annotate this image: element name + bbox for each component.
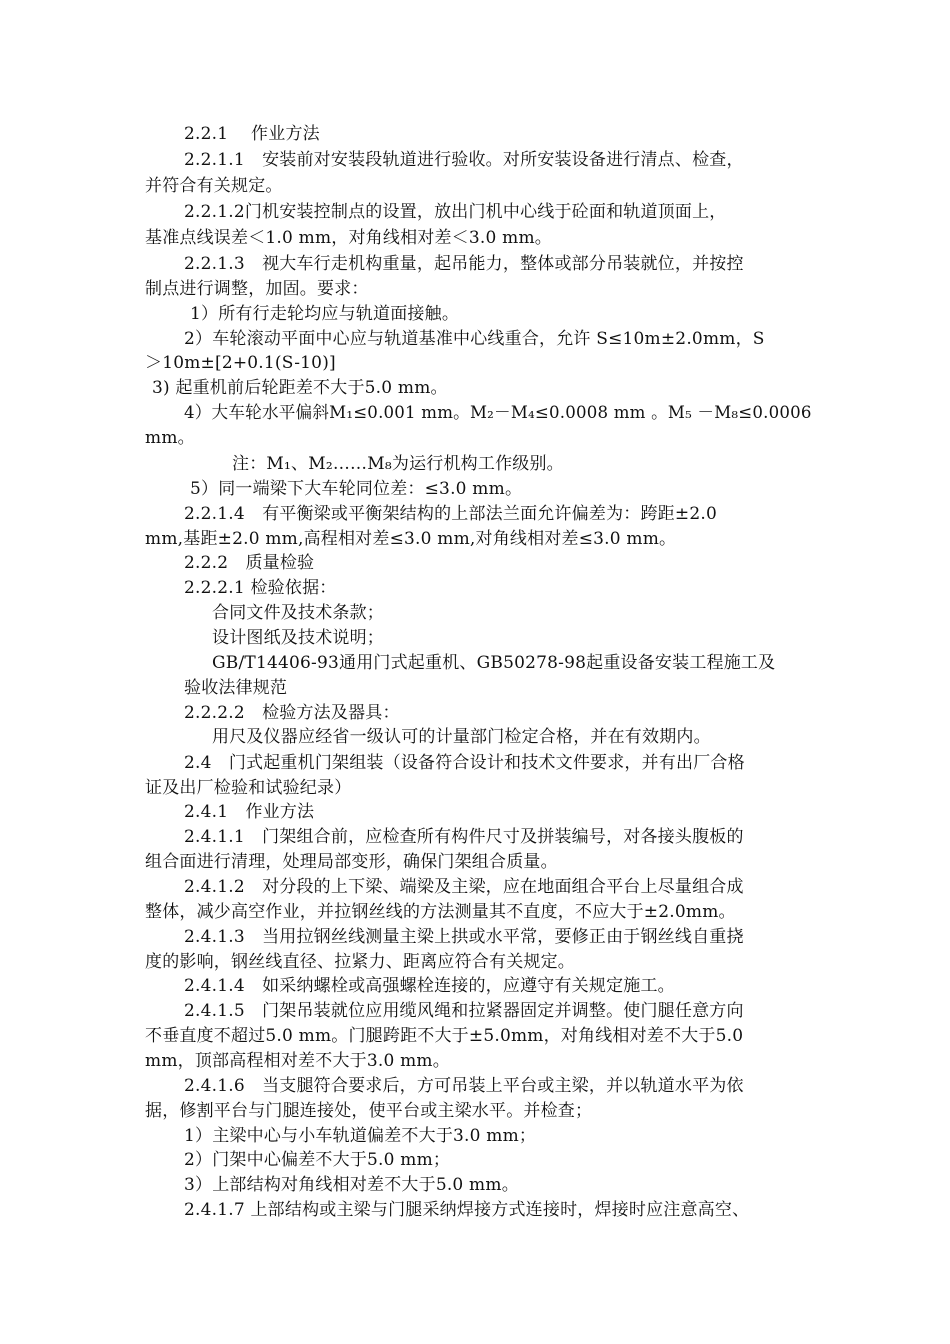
text-line: 注：M₁、M₂……M₈为运行机构工作级别。 [232,454,564,474]
text-line: 用尺及仪器应经省一级认可的计量部门检定合格，并在有效期内。 [212,727,711,747]
text-line: 制点进行调整，加固。要求： [145,279,369,299]
text-line: 并符合有关规定。 [145,176,283,196]
text-line: 2.2.1.1 安装前对安装段轨道进行验收。对所安装设备进行清点、检查， [184,150,744,170]
text-line: 2.4.1.1 门架组合前，应检查所有构件尺寸及拼装编号，对各接头腹板的 [184,827,744,847]
text-line: 2.2.1.2门机安装控制点的设置，放出门机中心线于砼面和轨道顶面上， [184,202,727,222]
text-line: 验收法律规范 [184,678,288,698]
text-line: 2.4.1.6 当支腿符合要求后，方可吊装上平台或主梁，并以轨道水平为依 [184,1076,744,1096]
text-line: 基准点线误差＜1.0 mm，对角线相对差＜3.0 mm。 [145,228,552,248]
text-line: 2.4.1.3 当用拉钢丝线测量主梁上拱或水平常，要修正由于钢丝线自重挠 [184,927,744,947]
text-line: 4）大车轮水平偏斜M₁≤0.001 mm。M₂－M₄≤0.0008 mm 。M₅ －M₈≤0.0006 [184,403,812,423]
text-line: mm,基距±2.0 mm,高程相对差≤3.0 mm,对角线相对差≤3.0 mm。 [145,529,677,549]
text-line: 2.2.1.4 有平衡梁或平衡架结构的上部法兰面允许偏差为：跨距±2.0 [184,504,717,524]
text-line: 2.4.1 作业方法 [184,802,315,822]
text-line: 度的影响，钢丝线直径、拉紧力、距离应符合有关规定。 [145,952,575,972]
text-line: 2.2.1 作业方法 [184,124,320,144]
text-line: 2.4.1.4 如采纳螺栓或高强螺栓连接的，应遵守有关规定施工。 [184,976,675,996]
text-line: 2）车轮滚动平面中心应与轨道基准中心线重合，允许 S≤10m±2.0mm，S [184,329,765,349]
text-line: 2.4.1.5 门架吊装就位应用缆风绳和拉紧器固定并调整。使门腿任意方向 [184,1001,744,1021]
text-line: ＞10m±[2+0.1(S-10)] [145,353,336,373]
text-line: 2.2.2.1 检验依据： [184,578,337,598]
text-line: 设计图纸及技术说明； [212,628,384,648]
text-line: mm，顶部高程相对差不大于3.0 mm。 [145,1051,450,1071]
text-line: 2）门架中心偏差不大于5.0 mm； [184,1150,451,1170]
text-line: 合同文件及技术条款； [212,603,384,623]
text-line: 整体，减少高空作业，并拉钢丝线的方法测量其不直度，不应大于±2.0mm。 [145,902,736,922]
text-line: 2.4 门式起重机门架组装（设备符合设计和技术文件要求，并有出厂合格 [184,753,745,773]
text-line: mm。 [145,428,195,448]
text-line: 组合面进行清理，处理局部变形，确保门架组合质量。 [145,852,558,872]
text-line: 据，修割平台与门腿连接处，使平台或主梁水平。并检查； [145,1101,593,1121]
text-line: 3）上部结构对角线相对差不大于5.0 mm。 [184,1175,519,1195]
text-line: 2.4.1.2 对分段的上下梁、端梁及主梁，应在地面组合平台上尽量组合成 [184,877,744,897]
text-line: 1）所有行走轮均应与轨道面接触。 [190,304,460,324]
text-line: 2.2.1.3 视大车行走机构重量，起吊能力，整体或部分吊装就位，并按控 [184,254,744,274]
text-line: 证及出厂检验和试验纪录） [145,778,352,798]
text-line: 1）主梁中心与小车轨道偏差不大于3.0 mm； [184,1126,537,1146]
text-line: GB/T14406-93通用门式起重机、GB50278-98起重设备安装工程施工及 [212,653,776,673]
text-line: 5）同一端梁下大车轮同位差：≤3.0 mm。 [190,479,523,499]
text-line: 2.2.2 质量检验 [184,553,315,573]
text-line: 2.4.1.7 上部结构或主梁与门腿采纳焊接方式连接时，焊接时应注意高空、 [184,1200,750,1220]
text-line: 不垂直度不超过5.0 mm。门腿跨距不大于±5.0mm，对角线相对差不大于5.0 [145,1026,744,1046]
text-line: 2.2.2.2 检验方法及器具： [184,703,400,723]
text-line: 3) 起重机前后轮距差不大于5.0 mm。 [152,378,448,398]
